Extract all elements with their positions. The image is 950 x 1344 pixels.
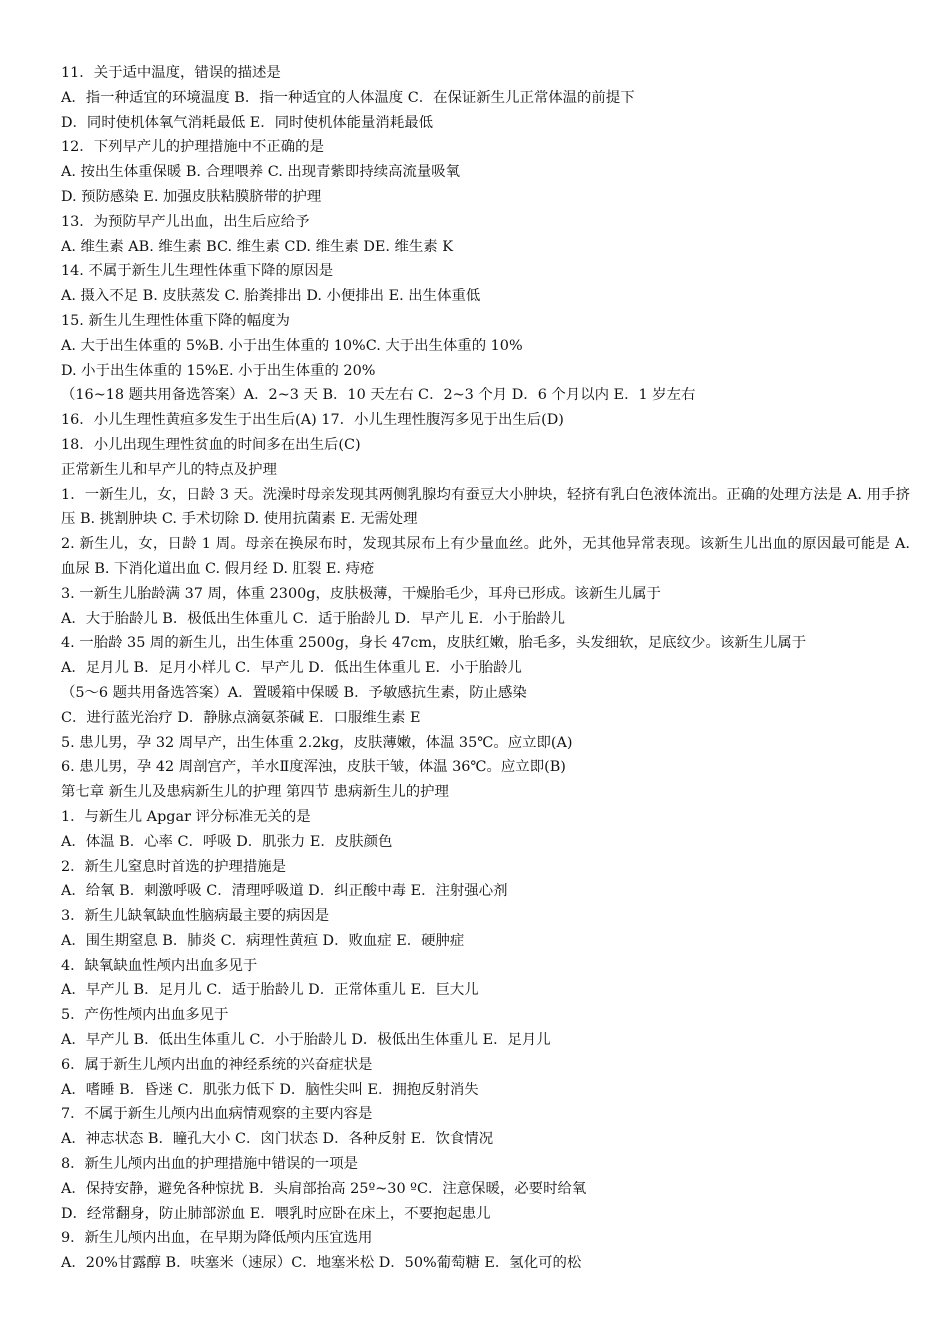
case-question-5: 5. 患儿男，孕 32 周早产，出生体重 2.2kg，皮肤薄嫩，体温 35℃。应立即(A) <box>61 734 573 751</box>
question-14-options: A. 摄入不足 B. 皮肤蒸发 C. 胎粪排出 D. 小便排出 E. 出生体重低 <box>61 288 481 305</box>
case-question-3-stem: 3. 一新生儿胎龄满 37 周，体重 2300g，皮肤极薄，干燥胎毛少，耳舟已形成。该新生儿属于 <box>61 585 661 602</box>
sick-question-9-stem: 9．新生儿颅内出血，在早期为降低颅内压宜选用 <box>61 1230 373 1247</box>
chapter-heading: 第七章 新生儿及患病新生儿的护理 第四节 患病新生儿的护理 <box>61 784 449 801</box>
question-15-stem: 15. 新生儿生理性体重下降的幅度为 <box>61 312 290 329</box>
sick-question-8-stem: 8．新生儿颅内出血的护理措施中错误的一项是 <box>61 1156 358 1173</box>
sick-question-6-options: A．嗜睡 B．昏迷 C．肌张力低下 D．脑性尖叫 E．拥抱反射消失 <box>61 1081 479 1098</box>
question-18: 18．小儿出现生理性贫血的时间多在出生后(C) <box>61 436 361 453</box>
sick-question-4-options: A．早产儿 B．足月儿 C．适于胎龄儿 D．正常体重儿 E．巨大儿 <box>61 982 479 999</box>
question-11-stem: 11．关于适中温度，错误的描述是 <box>61 65 281 81</box>
question-11-options: A．指一种适宜的环境温度 B．指一种适宜的人体温度 C．在保证新生儿正常体温的前提下 <box>61 89 635 106</box>
question-13-stem: 13．为预防早产儿出血，出生后应给予 <box>61 213 310 230</box>
question-16-17: 16．小儿生理性黄疸多发生于出生后(A) 17．小儿生理性腹泻多见于出生后(D) <box>61 412 564 429</box>
sick-question-6-stem: 6．属于新生儿颅内出血的神经系统的兴奋症状是 <box>61 1056 373 1073</box>
question-12-options: D. 预防感染 E. 加强皮肤粘膜脐带的护理 <box>61 188 322 205</box>
question-15-options: A. 大于出生体重的 5%B. 小于出生体重的 10%C. 大于出生体重的 10% <box>61 337 523 354</box>
sick-question-3-options: A．围生期窒息 B．肺炎 C．病理性黄疸 D．败血症 E．硬肿症 <box>61 932 465 949</box>
question-14-stem: 14. 不属于新生儿生理性体重下降的原因是 <box>61 263 334 280</box>
sick-question-2-stem: 2．新生儿窒息时首选的护理措施是 <box>61 858 287 875</box>
sick-question-4-stem: 4．缺氧缺血性颅内出血多见于 <box>61 957 258 974</box>
shared-options-5-6: （5～6 题共用备选答案）A．置暖箱中保暖 B．予敏感抗生素，防止感染 <box>61 684 527 701</box>
sick-question-2-options: A．给氧 B．刺激呼吸 C．清理呼吸道 D．纠正酸中毒 E．注射强心剂 <box>61 883 508 900</box>
case-question-2: 2. 新生儿，女，日龄 1 周。母亲在换尿布时，发现其尿布上有少量血丝。此外，无其他异常表现。该新生儿出血的原因最可能是 A. 血尿 B. 下消化道出血 C. 假月经 D. 肛裂 E. 痔疮 <box>61 536 910 577</box>
question-15-options: D. 小于出生体重的 15%E. 小于出生体重的 20% <box>61 362 376 379</box>
sick-question-1-options: A．体温 B．心率 C．呼吸 D．肌张力 E．皮肤颜色 <box>61 833 393 850</box>
case-question-4-options: A．足月儿 B．足月小样儿 C．早产儿 D．低出生体重儿 E．小于胎龄儿 <box>61 660 522 677</box>
sick-question-3-stem: 3．新生儿缺氧缺血性脑病最主要的病因是 <box>61 908 330 925</box>
sick-question-8-options: A．保持安静，避免各种惊扰 B．头肩部抬高 25º~30 ºC．注意保暖，必要时给氧 <box>61 1180 587 1197</box>
question-13-options: A. 维生素 AB. 维生素 BC. 维生素 CD. 维生素 DE. 维生素 K <box>61 238 454 255</box>
case-question-6: 6. 患儿男，孕 42 周剖宫产，羊水Ⅱ度浑浊，皮肤干皱，体温 36℃。应立即(B) <box>61 759 566 776</box>
section-heading: 正常新生儿和早产儿的特点及护理 <box>61 461 277 478</box>
question-12-options: A. 按出生体重保暖 B. 合理喂养 C. 出现青紫即持续高流量吸氧 <box>61 164 461 181</box>
sick-question-7-options: A．神志状态 B．瞳孔大小 C．囟门状态 D．各种反射 E．饮食情况 <box>61 1131 494 1148</box>
case-question-3-options: A．大于胎龄儿 B．极低出生体重儿 C．适于胎龄儿 D．早产儿 E．小于胎龄儿 <box>61 610 566 627</box>
sick-question-5-options: A．早产儿 B．低出生体重儿 C．小于胎龄儿 D．极低出生体重儿 E．足月儿 <box>61 1032 551 1049</box>
sick-question-1-stem: 1．与新生儿 Apgar 评分标准无关的是 <box>61 808 311 825</box>
case-question-1: 1．一新生儿，女，日龄 3 天。洗澡时母亲发现其两侧乳腺均有蚕豆大小肿块，轻挤有乳白色液体流出。正确的处理方法是 A. 用手挤压 B. 挑割肿块 C. 手术切除 D. 使用抗菌素 E. 无需处理 <box>61 486 910 528</box>
sick-question-9-options: A．20%甘露醇 B．呋塞米（速尿）C．地塞米松 D．50%葡萄糖 E．氢化可的松 <box>61 1255 582 1272</box>
sick-question-8-options: D．经常翻身，防止肺部淤血 E．喂乳时应卧在床上，不要抱起患儿 <box>61 1205 491 1222</box>
shared-options-16-18: （16~18 题共用备选答案）A．2~3 天 B．10 天左右 C．2~3 个月 D．6 个月以内 E．1 岁左右 <box>61 387 696 404</box>
sick-question-7-stem: 7．不属于新生儿颅内出血病情观察的主要内容是 <box>61 1106 373 1123</box>
shared-options-5-6: C．进行蓝光治疗 D．静脉点滴氨茶碱 E．口服维生素 E <box>61 709 421 726</box>
sick-question-5-stem: 5．产伤性颅内出血多见于 <box>61 1007 229 1024</box>
case-question-4-stem: 4. 一胎龄 35 周的新生儿，出生体重 2500g，身长 47cm，皮肤红嫩，胎毛多，头发细软，足底纹少。该新生儿属于 <box>61 635 807 652</box>
question-12-stem: 12．下列早产儿的护理措施中不正确的是 <box>61 139 324 156</box>
question-11-options: D．同时使机体氧气消耗最低 E．同时使机体能量消耗最低 <box>61 114 433 131</box>
